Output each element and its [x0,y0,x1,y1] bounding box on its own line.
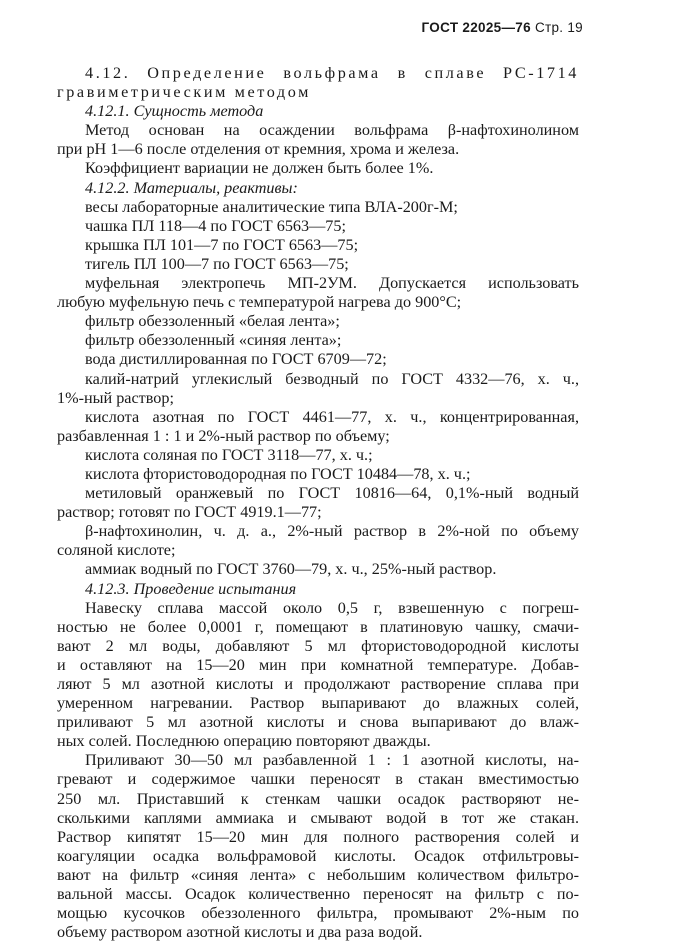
materials-line: муфельная электропечь МП-2УМ. Допускается использовать [85,274,579,293]
materials-line: соляной кислоте; [57,541,176,560]
materials-line: любую муфельную печь с температурой нагрева до 900°С; [57,293,462,312]
procedure-line: Навеску сплава массой около 0,5 г, взвешенную с погреш- [85,598,579,617]
procedure-line: ностью не более 0,0001 г, помещают в платиновую чашку, смачи- [57,617,579,636]
materials-line: калий-натрий углекислый безводный по ГОСТ 4332—76, х. ч., [85,369,579,388]
subsection-heading-materials: 4.12.2. Материалы, реактивы: [85,178,298,197]
materials-line: аммиак водный по ГОСТ 3760—79, х. ч., 25%-ный раствор. [85,560,497,579]
materials-line: чашка ПЛ 118—4 по ГОСТ 6563—75; [85,216,346,235]
materials-line: метиловый оранжевый по ГОСТ 10816—64, 0,1%-ный водный [85,484,579,503]
text-line: Коэффициент вариации не должен быть более 1%. [85,159,434,178]
procedure-line: коагуляции осадка вольфрамовой кислоты. Осадок отфильтровы- [57,846,579,865]
section-title-line-2: гравиметрическим методом [57,83,311,102]
materials-line: фильтр обеззоленный «синяя лента»; [85,331,342,350]
procedure-line: 250 мл. Приставший к стенкам чашки осадок растворяют не- [57,789,579,808]
procedure-line: Раствор кипятят 15—20 мин для полного растворения солей и [57,827,579,846]
procedure-line: вают на фильтр «синяя лента» с небольшим количеством фильтро- [57,865,579,884]
materials-line: фильтр обеззоленный «белая лента»; [85,312,340,331]
procedure-line: вальной массы. Осадок количественно переносят на фильтр с по- [57,885,579,904]
materials-line: крышка ПЛ 101—7 по ГОСТ 6563—75; [85,235,359,254]
procedure-line: ляют 5 мл азотной кислоты и продолжают растворение сплава при [57,675,579,693]
procedure-line: и оставляют на 15—20 мин при комнатной температуре. Добав- [57,655,579,674]
materials-line: кислота соляная по ГОСТ 3118—77, х. ч.; [85,445,373,464]
page-header [422,20,583,35]
text-line: при pH 1—6 после отделения от кремния, хрома и железа. [57,140,460,159]
procedure-line: мощью кусочков обеззоленного фильтра, промывают 2%-ным по [57,904,579,923]
procedure-line: ных солей. Последнюю операцию повторяют дважды. [57,732,431,751]
procedure-line: объему раствором азотной кислоты и два раза водой. [57,923,423,942]
procedure-line: приливают 5 мл азотной кислоты и снова выпаривают до влаж- [57,713,579,732]
materials-line: 1%-ный раствор; [57,388,174,407]
subsection-heading-principle: 4.12.1. Сущность метода [85,102,264,121]
text-line: Метод основан на осаждении вольфрама β-нафтохинолином [85,121,579,140]
materials-line: кислота фтористоводородная по ГОСТ 10484—78, х. ч.; [85,464,471,483]
materials-line: разбавленная 1 : 1 и 2%-ный раствор по объему; [57,426,390,445]
document-body [57,64,579,942]
materials-line: весы лабораторные аналитические типа ВЛА-200г-М; [85,197,458,216]
procedure-line: сколькими каплями аммиака и смывают водой в тот же стакан. [57,808,579,827]
subsection-heading-procedure: 4.12.3. Проведение испытания [85,579,297,598]
procedure-line: гревают и содержимое чашки переносят в стакан вместимостью [57,770,579,789]
materials-line: тигель ПЛ 100—7 по ГОСТ 6563—75; [85,254,349,273]
procedure-line: Приливают 30—50 мл разбавленной 1 : 1 азотной кислоты, на- [85,751,579,770]
page-number: Стр. 19 [534,20,583,35]
materials-line: вода дистиллированная по ГОСТ 6709—72; [85,350,387,369]
standard-number: ГОСТ 22025—76 [421,20,531,35]
procedure-line: вают 2 мл воды, добавляют 5 мл фтористоводородной кислоты [57,636,579,655]
section-title-line-1: 4.12. Определение вольфрама в сплаве РС-1714 [85,64,579,82]
procedure-line: умеренном нагревании. Раствор выпаривают до влажных солей, [57,694,579,713]
materials-line: β-нафтохинолин, ч. д. а., 2%-ный раствор в 2%-ной по объему [85,522,579,541]
materials-line: кислота азотная по ГОСТ 4461—77, х. ч., концентрированная, [85,407,579,426]
materials-line: раствор; готовят по ГОСТ 4919.1—77; [57,503,322,522]
